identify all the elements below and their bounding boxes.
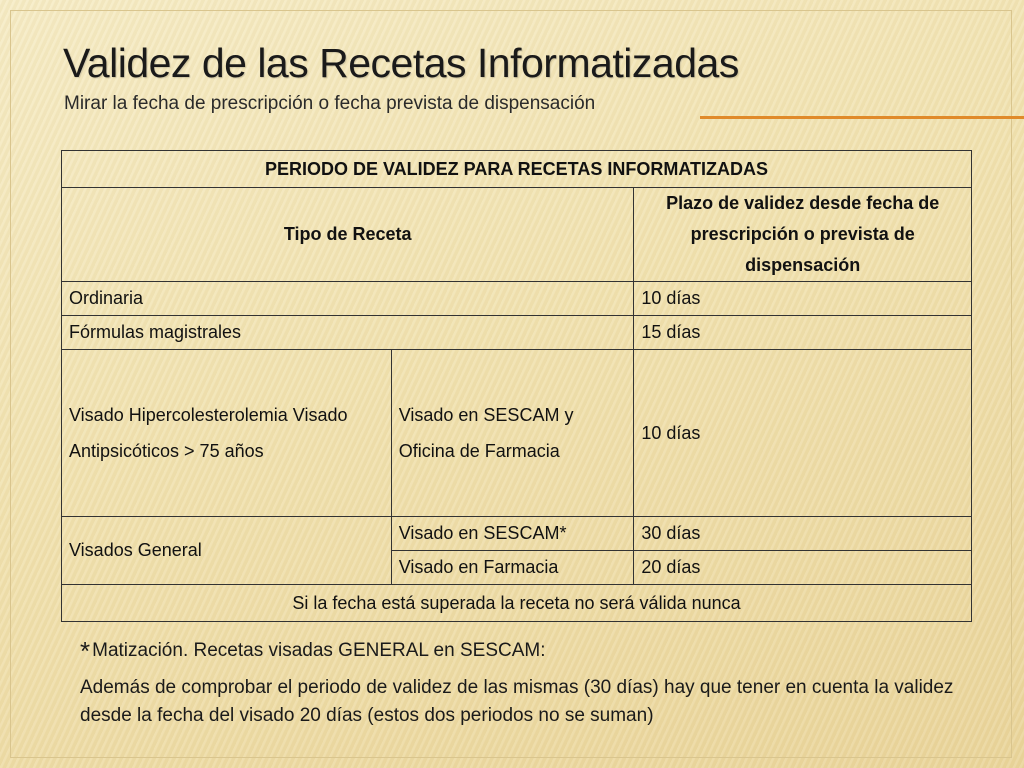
- slide-subtitle: Mirar la fecha de prescripción o fecha prevista de dispensación: [64, 93, 596, 114]
- table-footer-row: [62, 585, 972, 622]
- table-row: [62, 517, 972, 551]
- cell-tipo: Ordinaria: [62, 282, 634, 316]
- validity-table: [61, 150, 972, 622]
- note-title: [80, 636, 546, 667]
- cell-general-plazo: 20 días: [634, 551, 972, 585]
- table-row: [62, 282, 972, 316]
- cell-visado-lugar: Visado en SESCAM y Oficina de Farmacia: [391, 350, 634, 517]
- accent-line: [700, 116, 1024, 119]
- cell-visado-plazo: 10 días: [634, 350, 972, 517]
- cell-visado-tipo: Visado Hipercolesterolemia Visado Antipsicóticos > 75 años: [62, 350, 392, 517]
- table-footer: Si la fecha está superada la receta no será válida nunca: [62, 585, 972, 622]
- note-title-text: Matización. Recetas visadas GENERAL en SESCAM:: [92, 640, 546, 661]
- table-header: PERIODO DE VALIDEZ PARA RECETAS INFORMATIZADAS: [62, 151, 972, 188]
- cell-tipo: Fórmulas magistrales: [62, 316, 634, 350]
- cell-general-tipo: Visados General: [62, 517, 392, 585]
- col-header-tipo: Tipo de Receta: [62, 188, 634, 282]
- table-row: [62, 316, 972, 350]
- col-header-plazo: Plazo de validez desde fecha de prescripción o prevista de dispensación: [634, 188, 972, 282]
- note-body: Además de comprobar el periodo de validez de las mismas (30 días) hay que tener en cuenta la validez desde la fecha del visado 20 días (estos dos periodos no se suman): [80, 677, 954, 726]
- asterisk-mark: *: [80, 636, 91, 666]
- cell-plazo: 10 días: [634, 282, 972, 316]
- column-header-row: [62, 188, 972, 282]
- cell-plazo: 15 días: [634, 316, 972, 350]
- cell-general-lugar: Visado en Farmacia: [391, 551, 634, 585]
- table-row: [62, 350, 972, 517]
- cell-general-plazo: 30 días: [634, 517, 972, 551]
- table-header-row: [62, 151, 972, 188]
- cell-general-lugar: Visado en SESCAM*: [391, 517, 634, 551]
- slide-title: Validez de las Recetas Informatizadas: [63, 40, 739, 86]
